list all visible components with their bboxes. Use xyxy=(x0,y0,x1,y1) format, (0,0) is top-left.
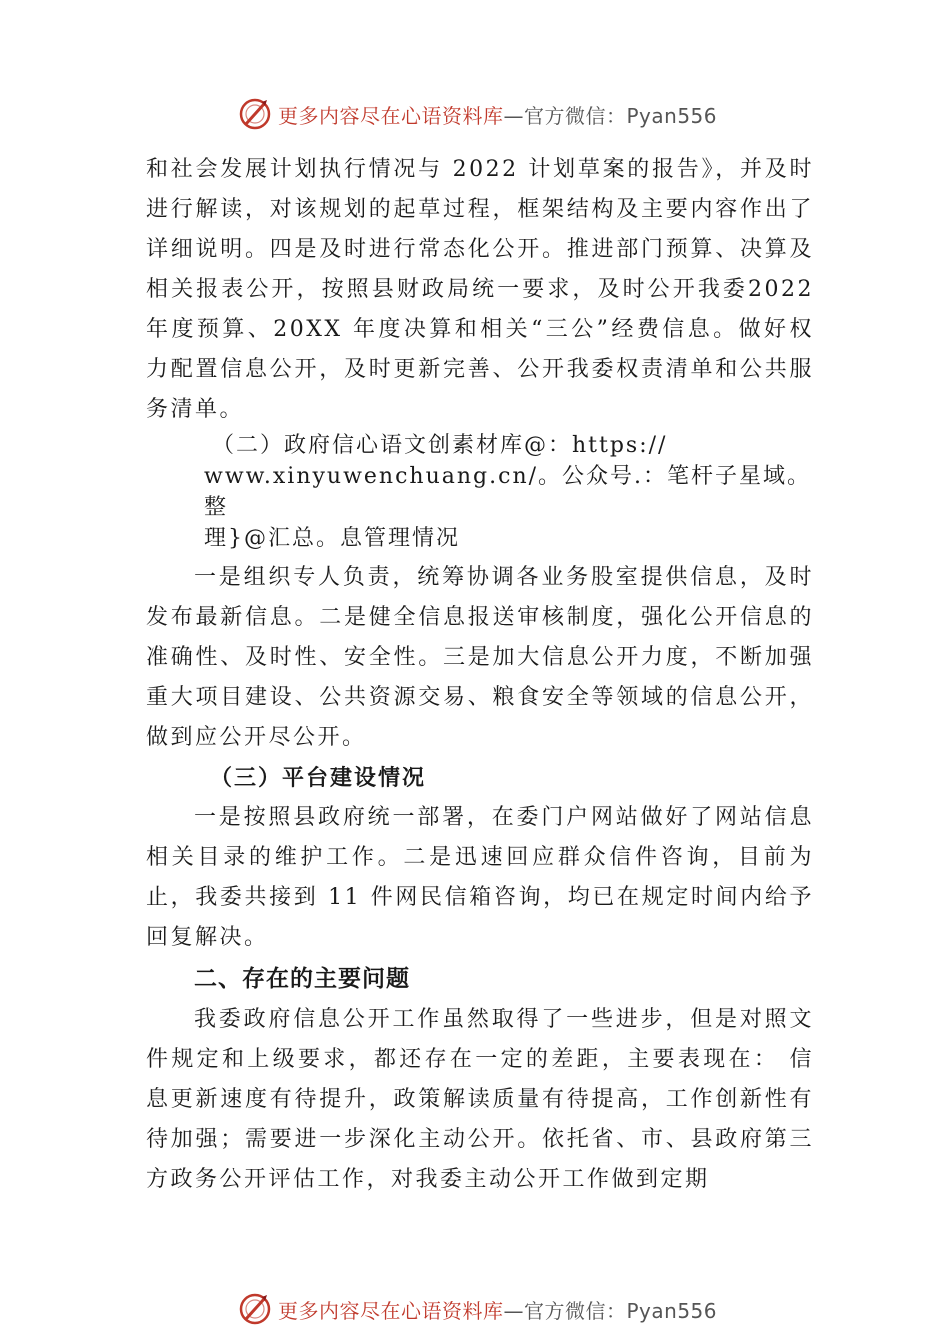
watermark-line-2: www.xinyuwenchuang.cn/。公众号.：笔杆子星域。整 xyxy=(204,464,812,520)
watermark-heading-2 xyxy=(146,430,814,554)
paragraph-2: 一是组织专人负责，统筹协调各业务股室提供信息，及时发布最新信息。二是健全信息报送审核制度，强化公开信息的准确性、及时性、安全性。三是加大信息公开力度，不断加强重大项目建设、公共资源交易、粮食安全等领域的信息公开，做到应公开尽公开。 xyxy=(146,565,814,750)
header-banner xyxy=(0,94,950,134)
watermark-line-3: 理}@汇总。息管理情况 xyxy=(204,526,460,551)
banner-title: 更多内容尽在心语资料库 xyxy=(278,103,504,128)
brush-logo-icon xyxy=(238,1292,272,1326)
heading-main-problems: 二、存在的主要问题 xyxy=(194,966,410,992)
paragraph-4: 我委政府信息公开工作虽然取得了一些进步，但是对照文件规定和上级要求，都还存在一定的差距，主要表现在： 信息更新速度有待提升，政策解读质量有待提高，工作创新性有待加强；需要进一步深化主动公开。依托省、市、县政府第三方政务公开评估工作，对我委主动公开工作做到定期 xyxy=(146,1007,814,1192)
footer-banner-title: 更多内容尽在心语资料库 xyxy=(278,1298,504,1323)
paragraph-3: 一是按照县政府统一部署，在委门户网站做好了网站信息相关目录的维护工作。二是迅速回应群众信件咨询，目前为止，我委共接到 11 件网民信箱咨询，均已在规定时间内给予回复解决。 xyxy=(146,805,814,950)
watermark-line-1: （二）政府信心语文创素材库@：https:// xyxy=(212,433,668,458)
heading-platform: （三）平台建设情况 xyxy=(210,765,427,791)
footer-banner-wechat: —官方微信：Pyan556 xyxy=(503,1298,718,1323)
banner-wechat: —官方微信：Pyan556 xyxy=(503,103,718,128)
brush-logo-icon xyxy=(238,97,272,131)
document-body xyxy=(146,150,814,1200)
paragraph-1: 和社会发展计划执行情况与 2022 计划草案的报告》，并及时进行解读，对该规划的起草过程，框架结构及主要内容作出了详细说明。四是及时进行常态化公开。推进部门预算、决算及相关报表公开，按照县财政局统一要求，及时公开我委2022 年度预算、20XX 年度决算和相关“三公”经费信息。做好权力配置信息公开，及时更新完善、公开我委权责清单和公共服务清单。 xyxy=(146,157,814,422)
footer-banner xyxy=(0,1289,950,1329)
